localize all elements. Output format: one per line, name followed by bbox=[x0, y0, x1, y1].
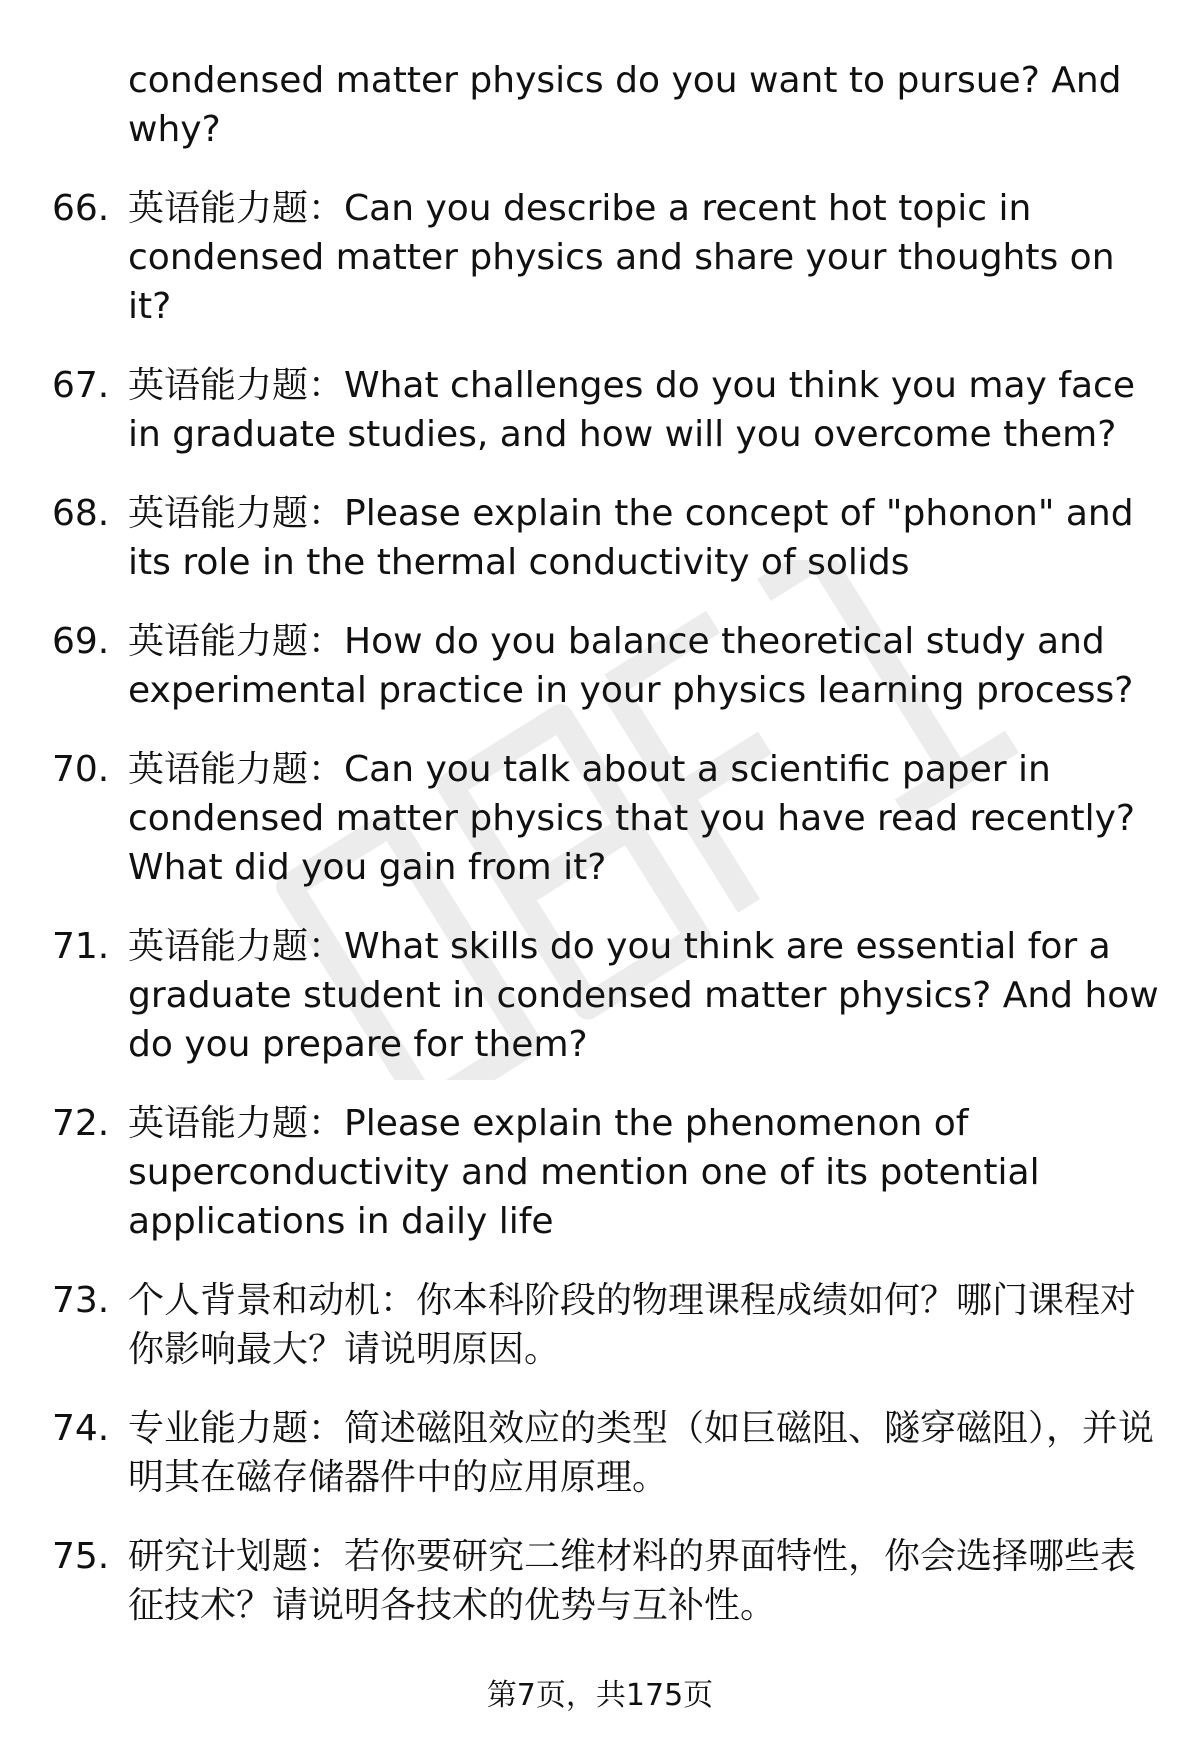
question-number: 66. bbox=[52, 188, 110, 229]
question-text: 英语能力题：Can you describe a recent hot topic in condensed matter physics and share your thoughts on it? bbox=[128, 188, 1115, 327]
question-text: 专业能力题：简述磁阻效应的类型（如巨磁阻、隧穿磁阻），并说明其在磁存储器件中的应用原理。 bbox=[128, 1408, 1155, 1498]
question-text: 研究计划题：若你要研究二维材料的界面特性，你会选择哪些表征技术？请说明各技术的优势与互补性。 bbox=[128, 1536, 1137, 1626]
question-text: 英语能力题：Please explain the concept of "phonon" and its role in the thermal conductivity of solids bbox=[128, 493, 1134, 583]
question-item bbox=[52, 745, 1160, 892]
question-number: 75. bbox=[52, 1536, 110, 1577]
question-text: 英语能力题：What skills do you think are essential for a graduate student in condensed matter physics? And how do you prepare for them? bbox=[128, 926, 1159, 1065]
question-number: 69. bbox=[52, 621, 110, 662]
question-number: 68. bbox=[52, 493, 110, 534]
question-item bbox=[52, 184, 1160, 331]
question-item bbox=[52, 922, 1160, 1069]
question-number: 73. bbox=[52, 1280, 110, 1321]
question-text: 英语能力题：What challenges do you think you may face in graduate studies, and how will you overcome them? bbox=[128, 365, 1135, 455]
question-text: 个人背景和动机：你本科阶段的物理课程成绩如何？哪门课程对你影响最大？请说明原因。 bbox=[128, 1280, 1137, 1370]
question-number: 71. bbox=[52, 926, 110, 967]
question-item bbox=[52, 617, 1160, 715]
question-item bbox=[52, 489, 1160, 587]
page-footer: 第7页，共175页 bbox=[486, 1678, 714, 1713]
question-item bbox=[52, 1404, 1160, 1502]
question-item bbox=[52, 361, 1160, 459]
question-item bbox=[52, 1276, 1160, 1374]
question-number: 67. bbox=[52, 365, 110, 406]
question-text: 英语能力题：Please explain the phenomenon of superconductivity and mention one of its potential applications in daily life bbox=[128, 1103, 1040, 1242]
question-number: 70. bbox=[52, 749, 110, 790]
question-item bbox=[52, 1099, 1160, 1246]
question-number: 74. bbox=[52, 1408, 110, 1449]
question-item bbox=[52, 1532, 1160, 1630]
question-text: 英语能力题：How do you balance theoretical study and experimental practice in your physics learning process? bbox=[128, 621, 1134, 711]
question-number: 72. bbox=[52, 1103, 110, 1144]
continuation-text: condensed matter physics do you want to pursue? And why? bbox=[128, 60, 1122, 150]
question-text: 英语能力题：Can you talk about a scientific paper in condensed matter physics that you have read recently? What did you gain from it? bbox=[128, 749, 1135, 888]
